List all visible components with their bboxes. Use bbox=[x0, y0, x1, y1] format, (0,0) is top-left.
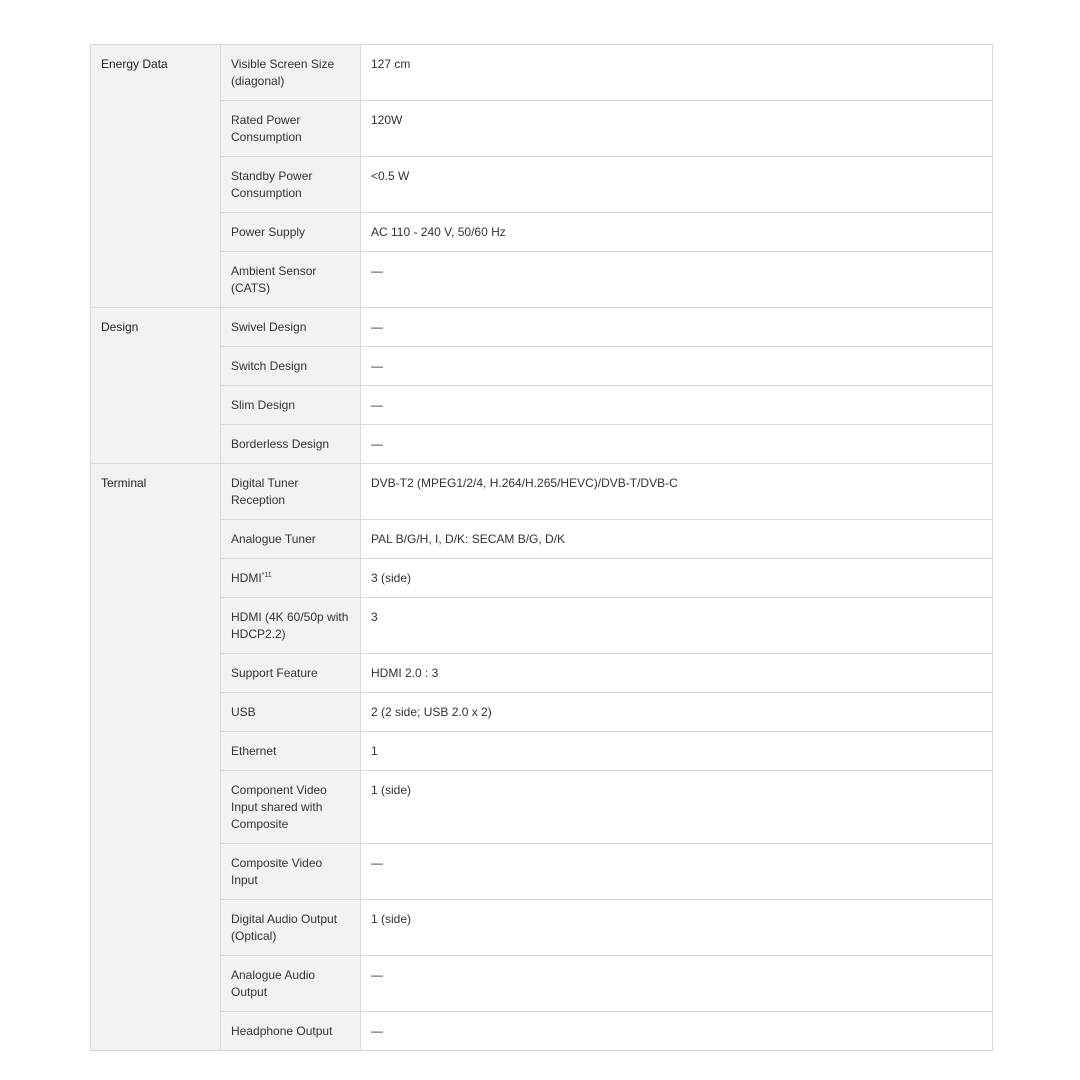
table-row bbox=[91, 464, 993, 520]
table-row bbox=[91, 308, 993, 347]
spec-value: 2 (2 side; USB 2.0 x 2) bbox=[361, 693, 993, 732]
spec-value: 1 bbox=[361, 732, 993, 771]
table-row bbox=[91, 844, 993, 900]
table-row bbox=[91, 900, 993, 956]
table-row bbox=[91, 559, 993, 598]
spec-value: 127 cm bbox=[361, 45, 993, 101]
spec-label: Borderless Design bbox=[221, 425, 361, 464]
spec-table bbox=[90, 44, 993, 1051]
spec-label: HDMI (4K 60/50p with HDCP2.2) bbox=[221, 598, 361, 654]
spec-value: AC 110 - 240 V, 50/60 Hz bbox=[361, 213, 993, 252]
spec-value: HDMI 2.0 : 3 bbox=[361, 654, 993, 693]
table-row bbox=[91, 956, 993, 1012]
table-row bbox=[91, 252, 993, 308]
spec-value: 120W bbox=[361, 101, 993, 157]
spec-value: 3 (side) bbox=[361, 559, 993, 598]
spec-label: Headphone Output bbox=[221, 1012, 361, 1051]
spec-label: Standby Power Consumption bbox=[221, 157, 361, 213]
spec-label: Power Supply bbox=[221, 213, 361, 252]
spec-value: 3 bbox=[361, 598, 993, 654]
spec-label: Composite Video Input bbox=[221, 844, 361, 900]
spec-value: — bbox=[361, 1012, 993, 1051]
table-row bbox=[91, 598, 993, 654]
spec-value: — bbox=[361, 386, 993, 425]
category-energy-data: Energy Data bbox=[91, 45, 221, 308]
spec-value: DVB-T2 (MPEG1/2/4, H.264/H.265/HEVC)/DVB-T/DVB-C bbox=[361, 464, 993, 520]
table-row bbox=[91, 1012, 993, 1051]
category-terminal: Terminal bbox=[91, 464, 221, 1051]
spec-label: Analogue Tuner bbox=[221, 520, 361, 559]
spec-label: Visible Screen Size (diagonal) bbox=[221, 45, 361, 101]
spec-value: 1 (side) bbox=[361, 771, 993, 844]
table-row bbox=[91, 425, 993, 464]
spec-value: — bbox=[361, 425, 993, 464]
table-row bbox=[91, 101, 993, 157]
spec-label: Rated Power Consumption bbox=[221, 101, 361, 157]
spec-label: Ambient Sensor (CATS) bbox=[221, 252, 361, 308]
spec-value: — bbox=[361, 956, 993, 1012]
footnote-marker: *11 bbox=[261, 572, 272, 579]
spec-value: — bbox=[361, 252, 993, 308]
table-row bbox=[91, 693, 993, 732]
spec-value: — bbox=[361, 347, 993, 386]
spec-value: PAL B/G/H, I, D/K: SECAM B/G, D/K bbox=[361, 520, 993, 559]
spec-label-hdmi bbox=[221, 559, 361, 598]
table-row bbox=[91, 654, 993, 693]
spec-value: <0.5 W bbox=[361, 157, 993, 213]
hdmi-label-text: HDMI bbox=[231, 571, 262, 585]
spec-value: — bbox=[361, 844, 993, 900]
category-design: Design bbox=[91, 308, 221, 464]
table-row bbox=[91, 386, 993, 425]
spec-label: Support Feature bbox=[221, 654, 361, 693]
spec-label: Component Video Input shared with Composite bbox=[221, 771, 361, 844]
table-row bbox=[91, 157, 993, 213]
spec-label: Digital Tuner Reception bbox=[221, 464, 361, 520]
table-row bbox=[91, 347, 993, 386]
table-row bbox=[91, 213, 993, 252]
spec-label: Digital Audio Output (Optical) bbox=[221, 900, 361, 956]
spec-label: Switch Design bbox=[221, 347, 361, 386]
spec-label: Ethernet bbox=[221, 732, 361, 771]
spec-value: — bbox=[361, 308, 993, 347]
table-row bbox=[91, 45, 993, 101]
spec-label: USB bbox=[221, 693, 361, 732]
table-row bbox=[91, 732, 993, 771]
table-row bbox=[91, 771, 993, 844]
spec-label: Slim Design bbox=[221, 386, 361, 425]
spec-value: 1 (side) bbox=[361, 900, 993, 956]
table-row bbox=[91, 520, 993, 559]
spec-label: Swivel Design bbox=[221, 308, 361, 347]
spec-label: Analogue Audio Output bbox=[221, 956, 361, 1012]
